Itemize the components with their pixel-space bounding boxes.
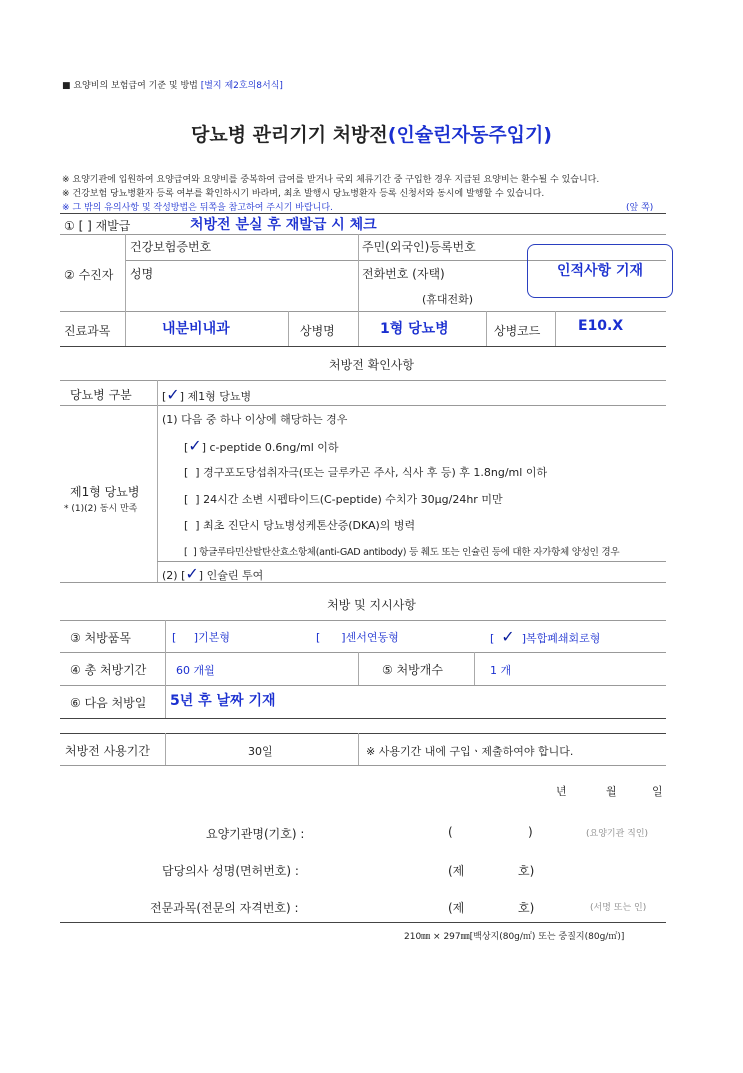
next-date-label: ⑥ 다음 처방일 xyxy=(70,696,147,710)
col-divider xyxy=(288,311,289,346)
specialist-no-close: 호) xyxy=(518,901,535,915)
notice-3: ※ 그 밖의 유의사항 및 작성방법은 뒤쪽을 참고하여 주시기 바랍니다. xyxy=(62,203,333,213)
check-mark-icon: ✓ xyxy=(185,564,199,583)
page-title xyxy=(0,120,743,147)
col-divider xyxy=(555,311,556,346)
count-value: 1 개 xyxy=(490,664,512,677)
row-divider xyxy=(60,582,666,583)
check-mark-icon: ✓ xyxy=(166,385,180,404)
condition-text: 항글루타민산탈탄산효소항체(anti-GAD antibody) 등 췌도 또는 인슐린 등에 대한 자가항체 양성인 경우 xyxy=(199,547,620,558)
resident-no-label: 주민(외국인)등록번호 xyxy=(362,240,476,254)
type1-label: 제1형 당뇨병 xyxy=(70,485,140,499)
condition-item-5: [ ] 항글루타민산탈탄산효소항체(anti-GAD antibody) 등 췌도 또는 인슐린 등에 대한 자가항체 양성인 경우 xyxy=(184,547,620,558)
callout-text: 인적사항 기재 xyxy=(556,263,644,279)
row-divider xyxy=(60,718,666,719)
notice-2: ※ 건강보험 당뇨병환자 등록 여부를 확인하시기 바라며, 최초 발행시 당뇨병환자 등록 신청서와 동시에 발행할 수 있습니다. xyxy=(62,189,545,199)
row-divider xyxy=(60,234,666,235)
col-divider xyxy=(358,234,359,311)
item-sensor-text: 센서연동형 xyxy=(345,631,399,644)
condition-text: 경구포도당섭취자극(또는 글루카곤 주사, 식사 후 등) 후 1.8ng/ml 이하 xyxy=(203,466,548,479)
condition-item-2: [ ] 경구포도당섭취자극(또는 글루카곤 주사, 식사 후 등) 후 1.8ng/ml 이하 xyxy=(184,466,548,479)
condition-item-3: [ ] 24시간 소변 시펩타이드(C-peptide) 수치가 30μg/24hr 미만 xyxy=(184,493,503,506)
patient-section-label: ② 수진자 xyxy=(64,268,114,282)
item-sensor-option: [ ]센서연동형 xyxy=(316,631,399,644)
prescription-section-title: 처방 및 지시사항 xyxy=(327,598,416,612)
confirm-section-title: 처방전 확인사항 xyxy=(329,358,414,372)
check-mark-icon: ✓ xyxy=(501,627,515,646)
col-divider xyxy=(125,311,126,346)
col-divider xyxy=(474,652,475,685)
mobile-label: (휴대전화) xyxy=(422,293,474,306)
usage-label: 처방전 사용기간 xyxy=(65,744,150,758)
col-divider xyxy=(358,311,359,346)
row-divider xyxy=(60,380,666,381)
condition-item-4: [ ] 최초 진단시 당뇨병성케톤산증(DKA)의 병력 xyxy=(184,519,416,532)
diabetes-type-option: [✓] 제1형 당뇨병 xyxy=(162,385,252,404)
row-divider xyxy=(60,765,666,766)
col-divider xyxy=(165,620,166,718)
specialist-no-open: (제 xyxy=(448,901,465,915)
doctor-label: 담당의사 성명(면허번호) : xyxy=(162,864,299,878)
specialist-label: 전문과목(전문의 자격번호) : xyxy=(150,901,299,915)
specialist-sign: (서명 또는 인) xyxy=(590,903,647,913)
condition-item-1: [✓] c-peptide 0.6ng/ml 이하 xyxy=(184,436,339,455)
item-label: ③ 처방품목 xyxy=(70,631,131,645)
period-label: ④ 총 처방기간 xyxy=(70,663,147,677)
institution-label: 요양기관명(기호) : xyxy=(206,827,305,841)
name-label: 성명 xyxy=(130,267,154,281)
dept-label: 진료과목 xyxy=(64,324,111,338)
disease-value: 1형 당뇨병 xyxy=(380,321,449,337)
condition-2-text: 인슐린 투여 xyxy=(206,569,264,582)
count-label: ⑤ 처방개수 xyxy=(382,663,443,677)
disease-label: 상병명 xyxy=(300,324,335,338)
condition-text: 최초 진단시 당뇨병성케톤산증(DKA)의 병력 xyxy=(203,519,416,532)
notice-1: ※ 요양기관에 입원하여 요양급여와 요양비를 중복하여 급여를 받거나 국외 체류기간 중 구입한 경우 지급된 요양비는 환수될 수 있습니다. xyxy=(62,175,600,185)
date-month: 월 xyxy=(606,785,617,798)
reference-text: ■ 요양비의 보험급여 기준 및 방법 xyxy=(62,81,198,91)
dept-value: 내분비내과 xyxy=(162,321,230,337)
col-divider xyxy=(125,234,126,311)
page-side: (앞 쪽) xyxy=(626,203,654,213)
row-divider xyxy=(60,620,666,621)
diabetes-type-label: 당뇨병 구분 xyxy=(70,388,132,402)
date-day: 일 xyxy=(652,785,663,798)
doctor-license-open: (제 xyxy=(448,864,465,878)
table-bottom-border xyxy=(60,922,666,923)
item-basic-text: 기본형 xyxy=(198,631,230,644)
paper-spec: 210㎜ × 297㎜[백상지(80g/㎡) 또는 중질지(80g/㎡)] xyxy=(404,932,625,942)
condition-2-prefix: (2) xyxy=(162,569,178,582)
condition-intro: (1) 다음 중 하나 이상에 해당하는 경우 xyxy=(162,413,348,426)
row-divider xyxy=(60,405,666,406)
code-label: 상병코드 xyxy=(494,324,541,338)
col-divider xyxy=(358,733,359,765)
institution-seal: (요양기관 직인) xyxy=(586,829,649,839)
row-divider xyxy=(157,561,666,562)
item-basic-option: [ ]기본형 xyxy=(172,631,230,644)
col-divider xyxy=(157,380,158,582)
row-divider xyxy=(60,311,666,312)
item-closed-option: [ ✓ ]복합폐쇄회로형 xyxy=(490,627,601,646)
row-divider xyxy=(60,685,666,686)
col-divider xyxy=(165,733,166,765)
period-value: 60 개월 xyxy=(176,664,215,677)
insurance-no-label: 건강보험증번호 xyxy=(130,240,212,254)
form-code: [별지 제2호의8서식] xyxy=(200,81,283,91)
reissue-label: ① [ ] 재발급 xyxy=(64,219,131,233)
row-divider xyxy=(60,346,666,347)
next-date-value: 5년 후 날짜 기재 xyxy=(170,693,276,709)
title-main: 당뇨병 관리기기 처방전 xyxy=(191,124,388,146)
usage-value: 30일 xyxy=(248,745,273,758)
check-mark-icon: ✓ xyxy=(188,436,202,455)
phone-label: 전화번호 (자택) xyxy=(362,267,445,281)
date-year: 년 xyxy=(556,785,567,798)
code-value: E10.X xyxy=(578,318,624,334)
institution-paren-open: ( xyxy=(448,825,453,839)
type1-note: * (1)(2) 동시 만족 xyxy=(64,504,138,514)
row-divider xyxy=(60,733,666,734)
item-closed-text: 복합폐쇄회로형 xyxy=(526,632,601,645)
doctor-license-close: 호) xyxy=(518,864,535,878)
usage-note: ※ 사용기간 내에 구입ㆍ제출하여야 합니다. xyxy=(366,745,574,758)
reissue-annotation: 처방전 분실 후 재발급 시 체크 xyxy=(190,217,377,233)
condition-2: (2) [✓] 인슐린 투여 xyxy=(162,564,264,583)
col-divider xyxy=(358,652,359,685)
diabetes-type-value: 제1형 당뇨병 xyxy=(187,390,252,403)
patient-info-callout xyxy=(527,244,673,298)
condition-text: c-peptide 0.6ng/ml 이하 xyxy=(209,441,339,454)
condition-text: 24시간 소변 시펩타이드(C-peptide) 수치가 30μg/24hr 미만 xyxy=(203,493,503,506)
institution-paren-close: ) xyxy=(528,825,533,839)
row-divider xyxy=(60,652,666,653)
title-suffix: (인슐린자동주입기) xyxy=(387,124,552,146)
col-divider xyxy=(486,311,487,346)
form-reference xyxy=(62,78,283,91)
